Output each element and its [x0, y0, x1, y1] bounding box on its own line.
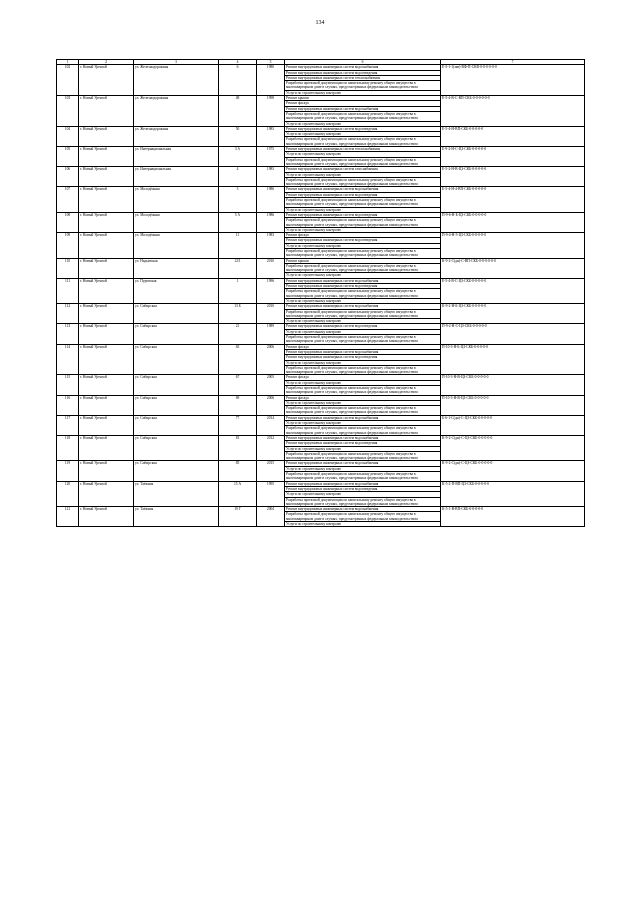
table-row: [57, 415, 585, 420]
city-cell: г. Новый Уренгой: [79, 461, 134, 481]
house-number-cell: 67: [219, 375, 257, 395]
city-cell: г. Новый Уренгой: [79, 415, 134, 435]
building-code-cell: Е-9-2-Н-С-ЦЗ-СКБ-0-0-0-0-0: [441, 147, 585, 167]
row-number-cell: 108: [57, 212, 79, 232]
table-row: [57, 435, 585, 440]
house-number-cell: 6: [219, 65, 257, 96]
city-cell: г. Новый Уренгой: [79, 126, 134, 146]
row-number-cell: 110: [57, 258, 79, 278]
city-cell: г. Новый Уренгой: [79, 167, 134, 187]
work-item-cell: Разработка проектной документации по капитальному ремонту общего имущества в многоквартирном доме в случаях, предусмотренных федеральным законодательством: [285, 177, 441, 187]
house-number-cell: 19 Г: [219, 507, 257, 527]
column-header: 6: [285, 60, 441, 65]
house-number-cell: 77: [219, 415, 257, 435]
work-item-cell: Разработка проектной документации по капитальному ремонту общего имущества в многоквартирном доме в случаях, предусмотренных федеральным законодательством: [285, 263, 441, 273]
column-header: 3: [134, 60, 219, 65]
year-cell: 1989: [257, 324, 285, 344]
row-number-cell: 109: [57, 233, 79, 258]
work-item-cell: Ремонт внутридомовых инженерных систем водоснабжения: [285, 304, 441, 309]
work-item-cell: Услуги по строительному контролю: [285, 207, 441, 212]
work-item-cell: Ремонт фасада: [285, 101, 441, 106]
work-item-cell: Разработка проектной документации по капитальному ремонту общего имущества в многоквартирном доме в случаях, предусмотренных федеральным законодательством: [285, 198, 441, 208]
year-cell: 2006: [257, 395, 285, 415]
building-code-cell: К-5-2-П-ВП-ЦЗ-СКБ-0-0-0-0-0: [441, 481, 585, 506]
building-code-cell: П-10-3-Н-В-ЦЗ-СКБ-0-0-0-0-0: [441, 395, 585, 415]
work-item-cell: Услуги по строительному контролю: [285, 298, 441, 303]
work-item-cell: Ремонт внутридомовых инженерных систем водоснабжения: [285, 415, 441, 420]
city-cell: г. Новый Уренгой: [79, 258, 134, 278]
building-code-cell: П-10-3-Н-В-ЦЗ-СКБ-0-0-0-0-0: [441, 375, 585, 395]
work-item-cell: Ремонт внутридомовых инженерных систем водоснабжения: [285, 435, 441, 440]
work-item-cell: Ремонт внутридомовых инженерных систем водоснабжения: [285, 65, 441, 70]
work-item-cell: Ремонт внутридомовых инженерных систем теплоснабжения: [285, 75, 441, 80]
work-item-cell: Разработка проектной документации по капитальному ремонту общего имущества в многоквартирном доме в случаях, предусмотренных федеральным законодательством: [285, 309, 441, 319]
street-cell: ул. Интернациональная: [134, 147, 219, 167]
work-item-cell: Услуги по строительному контролю: [285, 273, 441, 278]
work-item-cell: Разработка проектной документации по капитальному ремонту общего имущества в многоквартирном доме в случаях, предусмотренных федеральным законодательством: [285, 248, 441, 258]
year-cell: 1983: [257, 126, 285, 146]
work-item-cell: Услуги по строительному контролю: [285, 227, 441, 232]
work-item-cell: Разработка проектной документации по капитальному ремонту общего имущества в многоквартирном доме в случаях, предусмотренных федеральным законодательством: [285, 426, 441, 436]
building-code-cell: Б-6-1-С(дн)-С-ЦЗ-СКБ-0-0-0-0-0: [441, 415, 585, 435]
street-cell: ул. Молодёжная: [134, 233, 219, 258]
street-cell: ул. Интернациональная: [134, 167, 219, 187]
street-cell: ул. Сибирская: [134, 344, 219, 375]
row-number-cell: 106: [57, 167, 79, 187]
row-number-cell: 111: [57, 278, 79, 303]
work-item-cell: Разработка проектной документации по капитальному ремонту общего имущества в многоквартирном доме в случаях, предусмотренных федеральным законодательством: [285, 386, 441, 396]
city-cell: г. Новый Уренгой: [79, 96, 134, 127]
table-row: [57, 304, 585, 309]
work-item-cell: Разработка проектной документации по капитальному ремонту общего имущества в многоквартирном доме в случаях, предусмотренных федеральным законодательством: [285, 365, 441, 375]
column-header: 4: [219, 60, 257, 65]
work-item-cell: Услуги по строительному контролю: [285, 466, 441, 471]
work-item-cell: Ремонт крыши: [285, 96, 441, 101]
work-item-cell: Ремонт внутридомовых инженерных систем водоснабжения: [285, 349, 441, 354]
street-cell: ул. Сибирская: [134, 435, 219, 460]
city-cell: г. Новый Уренгой: [79, 507, 134, 527]
work-item-cell: Услуги по строительному контролю: [285, 329, 441, 334]
work-item-cell: Ремонт внутридомовых инженерных систем водоотведения: [285, 238, 441, 243]
street-cell: ул. Таёжная: [134, 507, 219, 527]
building-code-cell: П-10-3-Н-Б-ЦЗ-СКБ-0-0-0-0-0: [441, 344, 585, 375]
row-number-cell: 117: [57, 415, 79, 435]
table-row: [57, 461, 585, 466]
row-number-cell: 103: [57, 96, 79, 127]
year-cell: 2010: [257, 258, 285, 278]
work-item-cell: Ремонт внутридомовых инженерных систем водоотведения: [285, 284, 441, 289]
table-row: [57, 212, 585, 217]
column-header: 5: [257, 60, 285, 65]
house-number-cell: 48: [219, 96, 257, 127]
work-item-cell: Разработка проектной документации по капитальному ремонту общего имущества в многоквартирном доме в случаях, предусмотренных федеральным законодательством: [285, 81, 441, 91]
work-item-cell: Разработка проектной документации по капитальному ремонту общего имущества в многоквартирном доме в случаях, предусмотренных федеральным законодательством: [285, 451, 441, 461]
table-row: [57, 167, 585, 172]
table-row: [57, 278, 585, 283]
building-code-cell: Е-5-4-В-С-ВП-СКБ-0-0-0-0-0-0: [441, 96, 585, 127]
house-number-cell: 3 А: [219, 147, 257, 167]
work-item-cell: Услуги по строительному контролю: [285, 172, 441, 177]
street-cell: ул. Железнодорожная: [134, 96, 219, 127]
house-number-cell: 85: [219, 461, 257, 481]
row-number-cell: 104: [57, 126, 79, 146]
table-row: [57, 187, 585, 192]
street-cell: ул. Сибирская: [134, 375, 219, 395]
year-cell: 1975: [257, 147, 285, 167]
work-item-cell: Услуги по строительному контролю: [285, 380, 441, 385]
building-code-cell: П-9-2-Н-С-ЦЗ-СКБ-0-0-0-0-0: [441, 324, 585, 344]
building-code-cell: К-9-2-С(дн)-С-ЦЗ-СКБ-0-0-0-0-0: [441, 461, 585, 481]
work-item-cell: Ремонт внутридомовых инженерных систем водоотведения: [285, 324, 441, 329]
work-item-cell: Ремонт крыши: [285, 258, 441, 263]
year-cell: 1986: [257, 212, 285, 232]
table-body: [57, 65, 585, 527]
work-item-cell: Разработка проектной документации по капитальному ремонту общего имущества в многоквартирном доме в случаях, предусмотренных федеральным законодательством: [285, 137, 441, 147]
street-cell: ул. Надымская: [134, 258, 219, 278]
row-number-cell: 114: [57, 344, 79, 375]
table-row: [57, 65, 585, 70]
year-cell: 2014: [257, 415, 285, 435]
year-cell: 1983: [257, 233, 285, 258]
work-item-cell: Услуги по строительному контролю: [285, 319, 441, 324]
work-item-cell: Услуги по строительному контролю: [285, 421, 441, 426]
year-cell: 1983: [257, 167, 285, 187]
city-cell: г. Новый Уренгой: [79, 147, 134, 167]
building-code-cell: К-9-2-Н-Б-ЦЗ-СКБ-0-0-0-0-0: [441, 304, 585, 324]
city-cell: г. Новый Уренгой: [79, 65, 134, 96]
row-number-cell: 102: [57, 65, 79, 96]
work-item-cell: Разработка проектной документации по капитальному ремонту общего имущества в многоквартирном доме в случаях, предусмотренных федеральным законодательством: [285, 335, 441, 345]
row-number-cell: 115: [57, 375, 79, 395]
building-code-cell: П-9-4-Н-5-ЦЗ-СКБ-0-0-0-0-0: [441, 233, 585, 258]
row-number-cell: 107: [57, 187, 79, 212]
building-code-cell: К-9-2-С(дн)-С-ВП-СКБ-0-0-0-0-0-0: [441, 258, 585, 278]
work-item-cell: Услуги по строительному контролю: [285, 243, 441, 248]
work-item-cell: Услуги по строительному контролю: [285, 492, 441, 497]
work-item-cell: Услуги по строительному контролю: [285, 152, 441, 157]
building-code-cell: К-9-2-С(дн)-С-ЦЗ-СКБ-0-0-0-0-0: [441, 435, 585, 460]
year-cell: 2004: [257, 507, 285, 527]
street-cell: ул. Сибирская: [134, 415, 219, 435]
year-cell: 2012: [257, 435, 285, 460]
work-item-cell: Разработка проектной документации по капитальному ремонту общего имущества в многоквартирном доме в случаях, предусмотренных федеральным законодательством: [285, 289, 441, 299]
table-row: [57, 324, 585, 329]
work-item-cell: Услуги по строительному контролю: [285, 90, 441, 95]
city-cell: г. Новый Уренгой: [79, 395, 134, 415]
row-number-cell: 113: [57, 324, 79, 344]
page-number: 134: [315, 20, 325, 26]
street-cell: ул. Молодёжная: [134, 212, 219, 232]
row-number-cell: 121: [57, 507, 79, 527]
work-item-cell: Ремонт внутридомовых инженерных систем газоснабжения: [285, 167, 441, 172]
building-code-cell: Е-5-1-1(зав)-ВФ-П-СКВ-0-0-0-0-0-0: [441, 65, 585, 96]
work-item-cell: Ремонт фасада: [285, 375, 441, 380]
building-code-cell: П-9-6-Н-Б-ЦЗ-СКБ-0-0-0-0-0: [441, 212, 585, 232]
table-row: [57, 481, 585, 486]
work-item-cell: Ремонт внутридомовых инженерных систем водоотведения: [285, 212, 441, 217]
work-item-cell: Разработка проектной документации по капитальному ремонту общего имущества в многоквартирном доме в случаях, предусмотренных федеральным законодательством: [285, 406, 441, 416]
building-code-cell: К-5-1-В-ВП-СКБ-0-0-0-0-0: [441, 507, 585, 527]
house-number-cell: 13 Б: [219, 304, 257, 324]
year-cell: 1996: [257, 278, 285, 303]
row-number-cell: 105: [57, 147, 79, 167]
building-code-cell: Е-5-4-Н-4-ВП-СКБ-0-0-0-0-0: [441, 187, 585, 212]
street-cell: ул. Железнодорожная: [134, 65, 219, 96]
work-item-cell: Услуги по строительному контролю: [285, 132, 441, 137]
work-item-cell: Услуги по строительному контролю: [285, 446, 441, 451]
city-cell: г. Новый Уренгой: [79, 344, 134, 375]
house-number-cell: 15 А: [219, 481, 257, 506]
work-item-cell: Ремонт фасада: [285, 233, 441, 238]
work-item-cell: Ремонт внутридомовых инженерных систем водоотведения: [285, 126, 441, 131]
city-cell: г. Новый Уренгой: [79, 212, 134, 232]
street-cell: ул. Молодёжная: [134, 187, 219, 212]
work-item-cell: Ремонт внутридомовых инженерных систем водоснабжения: [285, 507, 441, 512]
year-cell: 2005: [257, 375, 285, 395]
street-cell: ул. Сибирская: [134, 461, 219, 481]
work-item-cell: Разработка проектной документации по капитальному ремонту общего имущества в многоквартирном доме в случаях, предусмотренных федеральным законодательством: [285, 218, 441, 228]
house-number-cell: 1: [219, 278, 257, 303]
year-cell: 1998: [257, 96, 285, 127]
year-cell: 2006: [257, 344, 285, 375]
work-item-cell: Ремонт внутридомовых инженерных систем водоотведения: [285, 70, 441, 75]
house-number-cell: 12/1: [219, 258, 257, 278]
work-item-cell: Ремонт внутридомовых инженерных систем водоотведения: [285, 192, 441, 197]
work-item-cell: Услуги по строительному контролю: [285, 522, 441, 527]
work-item-cell: Ремонт внутридомовых инженерных систем водоотведения: [285, 486, 441, 491]
city-cell: г. Новый Уренгой: [79, 304, 134, 324]
work-item-cell: Услуги по строительному контролю: [285, 400, 441, 405]
work-item-cell: Ремонт внутридомовых инженерных систем теплоснабжения: [285, 147, 441, 152]
work-item-cell: Разработка проектной документации по капитальному ремонту общего имущества в многоквартирном доме в случаях, предусмотренных федеральным законодательством: [285, 512, 441, 522]
work-item-cell: Услуги по строительному контролю: [285, 360, 441, 365]
work-item-cell: Ремонт внутридомовых инженерных систем водоотведения: [285, 355, 441, 360]
work-item-cell: Ремонт внутридомовых инженерных систем водоснабжения: [285, 278, 441, 283]
year-cell: 1986: [257, 187, 285, 212]
house-number-cell: 81: [219, 435, 257, 460]
row-number-cell: 112: [57, 304, 79, 324]
year-cell: 1980: [257, 65, 285, 96]
column-header: 1: [57, 60, 79, 65]
year-cell: 1995: [257, 481, 285, 506]
house-number-cell: 21: [219, 324, 257, 344]
row-number-cell: 120: [57, 481, 79, 506]
house-number-cell: 65: [219, 344, 257, 375]
city-cell: г. Новый Уренгой: [79, 324, 134, 344]
column-header: 2: [79, 60, 134, 65]
house-number-cell: 11: [219, 233, 257, 258]
city-cell: г. Новый Уренгой: [79, 187, 134, 212]
work-item-cell: Разработка проектной документации по капитальному ремонту общего имущества в многоквартирном доме в случаях, предусмотренных федеральным законодательством: [285, 472, 441, 482]
work-item-cell: Ремонт внутридомовых инженерных систем водоснабжения: [285, 461, 441, 466]
table-row: [57, 126, 585, 131]
column-header: 7: [441, 60, 585, 65]
street-cell: ул. Железнодорожная: [134, 126, 219, 146]
street-cell: ул. Таёжная: [134, 481, 219, 506]
house-number-cell: 5 А: [219, 212, 257, 232]
street-cell: ул. Сибирская: [134, 395, 219, 415]
street-cell: ул. Сибирская: [134, 324, 219, 344]
street-cell: ул. Сибирская: [134, 304, 219, 324]
work-item-cell: Разработка проектной документации по капитальному ремонту общего имущества в многоквартирном доме в случаях, предусмотренных федеральным законодательством: [285, 497, 441, 507]
table-row: [57, 507, 585, 512]
work-item-cell: Ремонт внутридомовых инженерных систем водоснабжения: [285, 481, 441, 486]
work-item-cell: Разработка проектной документации по капитальному ремонту общего имущества в многоквартирном доме в случаях, предусмотренных федеральным законодательством: [285, 157, 441, 167]
building-code-cell: Е-5-4-Н-ВП-СКБ-0-0-0-0-0: [441, 126, 585, 146]
table-row: [57, 147, 585, 152]
house-number-cell: 50: [219, 126, 257, 146]
work-item-cell: Ремонт внутридомовых инженерных систем водоснабжения: [285, 106, 441, 111]
house-number-cell: 3: [219, 187, 257, 212]
row-number-cell: 119: [57, 461, 79, 481]
building-code-cell: Е-5-4-В-С-ЦЗ-СКБ-0-0-0-0-0: [441, 278, 585, 303]
year-cell: 2015: [257, 461, 285, 481]
city-cell: г. Новый Уренгой: [79, 481, 134, 506]
house-number-cell: 69: [219, 395, 257, 415]
city-cell: г. Новый Уренгой: [79, 278, 134, 303]
row-number-cell: 116: [57, 395, 79, 415]
house-number-cell: 4: [219, 167, 257, 187]
registry-table: [56, 59, 585, 527]
work-item-cell: Ремонт внутридомовых инженерных систем водоснабжения: [285, 187, 441, 192]
city-cell: г. Новый Уренгой: [79, 435, 134, 460]
work-item-cell: Услуги по строительному контролю: [285, 121, 441, 126]
work-item-cell: Ремонт фасада: [285, 395, 441, 400]
building-code-cell: Е-5-2-Н-В-ЦЗ-СКБ-0-0-0-0-0: [441, 167, 585, 187]
street-cell: ул. Пуровская: [134, 278, 219, 303]
work-item-cell: Ремонт фасада: [285, 344, 441, 349]
work-item-cell: Ремонт внутридомовых инженерных систем водоотведения: [285, 441, 441, 446]
work-item-cell: Разработка проектной документации по капитальному ремонту общего имущества в многоквартирном доме в случаях, предусмотренных федеральным законодательством: [285, 111, 441, 121]
year-cell: 2010: [257, 304, 285, 324]
city-cell: г. Новый Уренгой: [79, 233, 134, 258]
city-cell: г. Новый Уренгой: [79, 375, 134, 395]
row-number-cell: 118: [57, 435, 79, 460]
